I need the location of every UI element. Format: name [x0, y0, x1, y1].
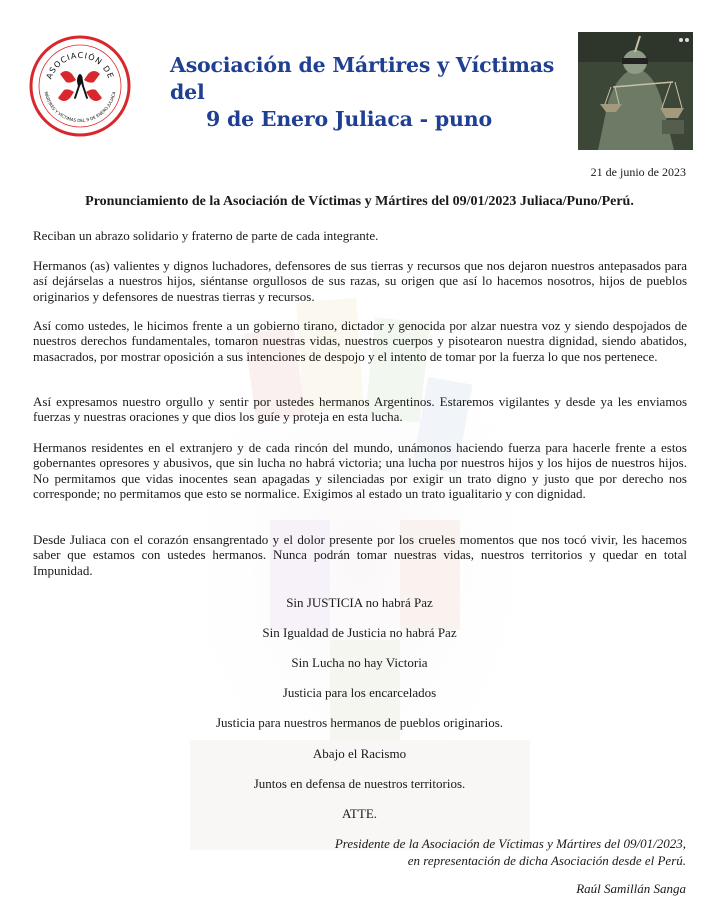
- association-logo: [28, 34, 132, 138]
- signature-block: [335, 835, 686, 869]
- signature-name: Raúl Samillán Sanga: [576, 881, 686, 896]
- closing-atte: ATTE.: [341, 806, 378, 821]
- header-title-line1: Asociación de Mártires y Víctimas del: [170, 53, 555, 104]
- logo-text-top: ASOCIACIÓN DE: [44, 50, 116, 81]
- paragraph-greeting: Reciban un abrazo solidario y fraterno de parte de cada integrante.: [33, 228, 379, 243]
- slogan-7: Juntos en defensa de nuestros territorios.: [253, 776, 466, 791]
- paragraph-4: Hermanos residentes en el extranjero y de cada rincón del mundo, unámonos haciendo fuerza para hacerle frente a estos gobernantes opresores y abusivos, que sin lucha no habrá victoria; una lucha por nuestros hijos y los hijos de nuestros hijos. No permitamos que vidas inocentes sean apagadas y silenciadas por exigir un trato digno y justo que por derecho nos corresponde; no permitamos que esto se normalice. Exigimos al estado un trato igualitario y con dignidad.: [33, 440, 687, 501]
- signature-line2: en representación de dicha Asociación desde el Perú.: [407, 853, 686, 868]
- header-title: [170, 52, 570, 133]
- header-title-line2: 9 de Enero Juliaca - puno: [206, 107, 492, 131]
- slogan-1: Sin JUSTICIA no habrá Paz: [286, 595, 433, 610]
- logo-text-bottom: MÁRTIRES Y VÍCTIMAS DEL 9 DE ENERO JULIACA: [43, 90, 117, 124]
- paragraph-5: Desde Juliaca con el corazón ensangrentado y el dolor presente por los crueles momentos que nos tocó vivir, les hacemos saber que estamos con ustedes hermanos. Nunca podrán tomar nuestras vidas, nuestros territorios y quedar en total Impunidad.: [33, 532, 687, 578]
- document-title: Pronunciamiento de la Asociación de Víctimas y Mártires del 09/01/2023 Juliaca/Puno/Perú.: [85, 194, 634, 209]
- document-date: 21 de junio de 2023: [590, 165, 686, 179]
- slogan-2: Sin Igualdad de Justicia no habrá Paz: [262, 625, 457, 640]
- slogan-4: Justicia para los encarcelados: [282, 685, 437, 700]
- signature-line1: Presidente de la Asociación de Víctimas y Mártires del 09/01/2023,: [334, 836, 686, 851]
- paragraph-3: Así expresamos nuestro orgullo y sentir por ustedes hermanos Argentinos. Estaremos vigilantes y desde ya les enviamos fuerzas y nuestras oraciones y que dios los guíe y proteja en esta lucha.: [33, 394, 687, 425]
- slogan-5: Justicia para nuestros hermanos de pueblos originarios.: [215, 715, 503, 730]
- slogan-3: Sin Lucha no hay Victoria: [291, 655, 428, 670]
- paragraph-2: Así como ustedes, le hicimos frente a un gobierno tirano, dictador y genocida por alzar nuestra voz y siendo despojados de nuestros derechos fundamentales, tomaron nuestras vidas, nuestros cuerpos y pisotearon nuestra dignidad, siendo abatidos, masacrados, por mostrar oposición a sus intenciones de despojo y el intento de tomar por la fuerza lo que nos pertenece.: [33, 318, 687, 364]
- justice-scales-image: [578, 32, 693, 150]
- paragraph-1: Hermanos (as) valientes y dignos luchadores, defensores de sus tierras y recursos que nos dejaron nuestros antepasados para así dejárselas a nuestros hijos, siéntanse orgullosos de sus razas, su origen que así lo hacemos nosotros, hijos de pueblos originarios y defensores de nuestras tierras y recursos.: [33, 258, 687, 304]
- slogan-6: Abajo el Racismo: [312, 746, 407, 761]
